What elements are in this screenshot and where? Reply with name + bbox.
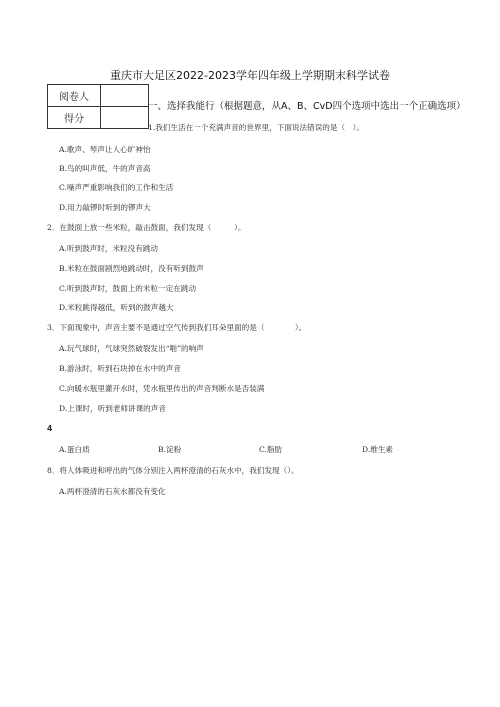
question-1-option-d: D.用力敲锣时听到的锣声大 [59, 203, 151, 212]
score-label: 得分 [48, 107, 101, 129]
question-1-option-c: C.噪声严重影响我们的工作和生活 [59, 183, 174, 192]
question-3-option-b: B.游泳时，听到石块掉在水中的声音 [59, 364, 181, 373]
question-3-option-d: D.上课时，听到老师讲课的声音 [59, 404, 166, 413]
section-heading: 一、选择我能行（根据题意，从A、B、CvD四个选项中选出一个正确选项） [148, 101, 466, 112]
question-1-stem: 1.我们生活在一个充满声音的世界里，下面说法错误的是（ ）。 [148, 123, 365, 132]
grader-score-table [47, 84, 149, 129]
question-4-option-b: B.淀粉 [158, 445, 182, 454]
page-title: 重庆市大足区2022-2023学年四年级上学期期末科学试卷 [110, 69, 390, 82]
grader-label: 阅卷人 [48, 85, 101, 107]
question-2-option-d: D.米粒跳得越低，听到的鼓声越大 [59, 303, 174, 312]
question-4-option-a: A.蛋白质 [59, 445, 90, 454]
question-2-option-c: C.听到鼓声时，鼓面上的米粒一定在跳动 [59, 284, 197, 293]
question-8-option-a: A.两杯澄清的石灰水都没有变化 [59, 487, 166, 496]
question-2-option-b: B.米粒在鼓面剧烈地跳动时，没有听到鼓声 [59, 264, 204, 273]
question-8-stem: 8．将人体吸进和呼出的气体分别注入两杯澄清的石灰水中，我们发现（）。 [47, 466, 299, 475]
question-3-stem: 3．下面现象中，声音主要不是通过空气传到我们耳朵里面的是（ ）。 [47, 323, 307, 332]
question-2-stem: 2．在鼓面上放一些米粒，敲击鼓面，我们发现（ ）。 [47, 223, 246, 232]
question-2-option-a: A.听到鼓声时，米粒没有跳动 [59, 244, 159, 253]
question-3-option-c: C.向暖水瓶里灌开水时，凭水瓶里传出的声音判断水是否装满 [59, 384, 265, 393]
question-3-option-a: A.玩气球时，气球突然破裂发出“啪”的响声 [59, 344, 204, 353]
question-1-option-b: B.鸟的叫声低，牛的声音高 [59, 164, 151, 173]
score-blank-cell [101, 107, 149, 129]
question-4-number: 4 [47, 424, 53, 433]
question-4-option-c: C.脂肪 [259, 445, 283, 454]
grader-blank-cell [101, 85, 149, 107]
question-1-option-a: A.歌声、琴声让人心旷神怡 [59, 145, 151, 154]
question-4-option-d: D.维生素 [362, 445, 394, 454]
